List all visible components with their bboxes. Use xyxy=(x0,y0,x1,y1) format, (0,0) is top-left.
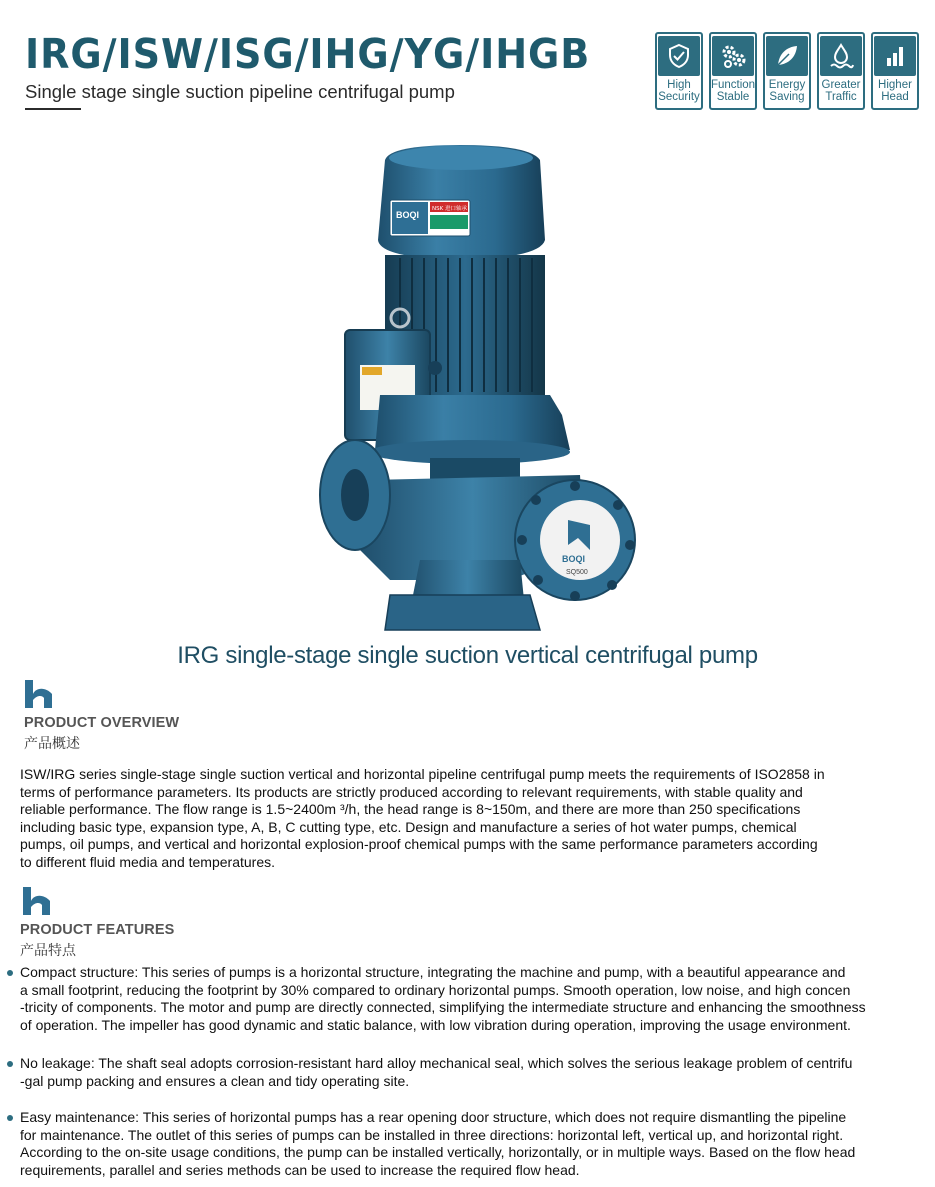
bar-chart-icon xyxy=(881,42,909,70)
overview-line: terms of performance parameters. Its products are strictly produced according to relevant requirements, with stable quality and xyxy=(20,783,803,800)
feature-line: According to the on-site usage conditions, the pump can be installed vertically, horizontally, or in multiple ways. Based on the flow head xyxy=(20,1144,856,1161)
brand-text: BOQI xyxy=(396,210,420,220)
overview-line: pumps, oil pumps, and vertical and horizontal explosion-proof chemical pumps with the same performance parameters according xyxy=(20,836,818,853)
bullet-dot xyxy=(7,1061,13,1067)
shield-icon xyxy=(665,42,693,70)
flange-model-text: SQ500 xyxy=(566,569,588,576)
overview-heading: PRODUCT OVERVIEW xyxy=(24,715,180,731)
feature-line: of operation. The impeller has good dynamic and static balance, with low vibration during operation, improving the usage environment. xyxy=(20,1016,851,1033)
feature-line: -gal pump packing and ensures a clean and tidy operating site. xyxy=(20,1072,410,1089)
product-caption: IRG single-stage single suction vertical centrifugal pump xyxy=(177,642,758,669)
badge-function-stable xyxy=(709,32,757,110)
brand-logo-icon xyxy=(20,885,54,917)
brand-logo-icon xyxy=(22,678,56,710)
features-heading-cn: 产品特点 xyxy=(20,943,76,959)
water-drop-icon xyxy=(827,42,855,70)
title-underline xyxy=(25,108,81,110)
page-title: IRG/ISW/ISG/IHG/YG/IHGB xyxy=(25,30,591,78)
feature-line: for maintenance. The outlet of this series of pumps can be installed in three directions: horizontal left, vertical up, and horizontal right. xyxy=(20,1126,844,1143)
pump-image xyxy=(300,140,640,640)
feature-item xyxy=(20,1109,855,1179)
badge-label-line2: Security xyxy=(658,91,700,103)
overview-line: including basic type, expansion type, A, B, C cutting type, etc. Design and manufacture a series of hot water pumps, chemical xyxy=(20,818,797,835)
badge-label-line2: Traffic xyxy=(825,91,857,103)
badge-label-line1: High xyxy=(667,79,691,91)
flange-brand-text: BOQI xyxy=(562,554,586,564)
bullet-dot xyxy=(7,970,13,976)
leaf-icon xyxy=(773,42,801,70)
badge-label-line1: Function xyxy=(710,79,756,91)
badge-higher-head xyxy=(871,32,919,110)
overview-line: reliable performance. The flow range is 1.5~2400m ³/h, the head range is 8~150m, and there are more than 250 specifications xyxy=(20,801,801,818)
overview-line: to different fluid media and temperatures. xyxy=(20,853,276,870)
feature-item xyxy=(20,964,866,1034)
overview-line: ISW/IRG series single-stage single suction vertical and horizontal pipeline centrifugal pump meets the requirements of ISO2858 in xyxy=(20,766,825,782)
overview-text xyxy=(20,766,825,872)
badge-label-line2: Saving xyxy=(769,91,805,103)
badge-label-line1: Greater xyxy=(821,79,861,91)
feature-line: Easy maintenance: This series of horizontal pumps has a rear opening door structure, which does not require dismantling the pipeline xyxy=(20,1109,847,1125)
feature-line: a small footprint, reducing the footprint by 30% compared to ordinary horizontal pumps. Smooth operation, low noise, and high concen xyxy=(20,981,851,998)
plate-text: NSK 进口轴承 xyxy=(432,206,467,212)
feature-line: Compact structure: This series of pumps is a horizontal structure, integrating the machine and pump, with a beautiful appearance and xyxy=(20,964,846,980)
feature-line: -tricity of components. The motor and pump are directly connected, simplifying the intermediate structure and enhancing the smoothness xyxy=(20,999,866,1016)
overview-heading-cn: 产品概述 xyxy=(24,736,80,752)
badge-energy-saving xyxy=(763,32,811,110)
badge-label-line2: Head xyxy=(881,91,909,103)
features-heading: PRODUCT FEATURES xyxy=(20,922,175,938)
feature-line: No leakage: The shaft seal adopts corrosion-resistant hard alloy mechanical seal, which solves the serious leakage problem of centrifu xyxy=(20,1055,853,1071)
badge-label-line1: Higher xyxy=(878,79,912,91)
feature-badges xyxy=(655,32,919,110)
page-subtitle: Single stage single suction pipeline centrifugal pump xyxy=(25,81,455,102)
feature-line: requirements, parallel and series methods can be used to increase the required flow head. xyxy=(20,1161,580,1178)
badge-label-line1: Energy xyxy=(768,79,806,91)
badge-label-line2: Stable xyxy=(716,91,750,103)
feature-item xyxy=(20,1055,852,1090)
bullet-dot xyxy=(7,1115,13,1121)
badge-high-security xyxy=(655,32,703,110)
gears-icon xyxy=(718,41,748,71)
badge-greater-traffic xyxy=(817,32,865,110)
